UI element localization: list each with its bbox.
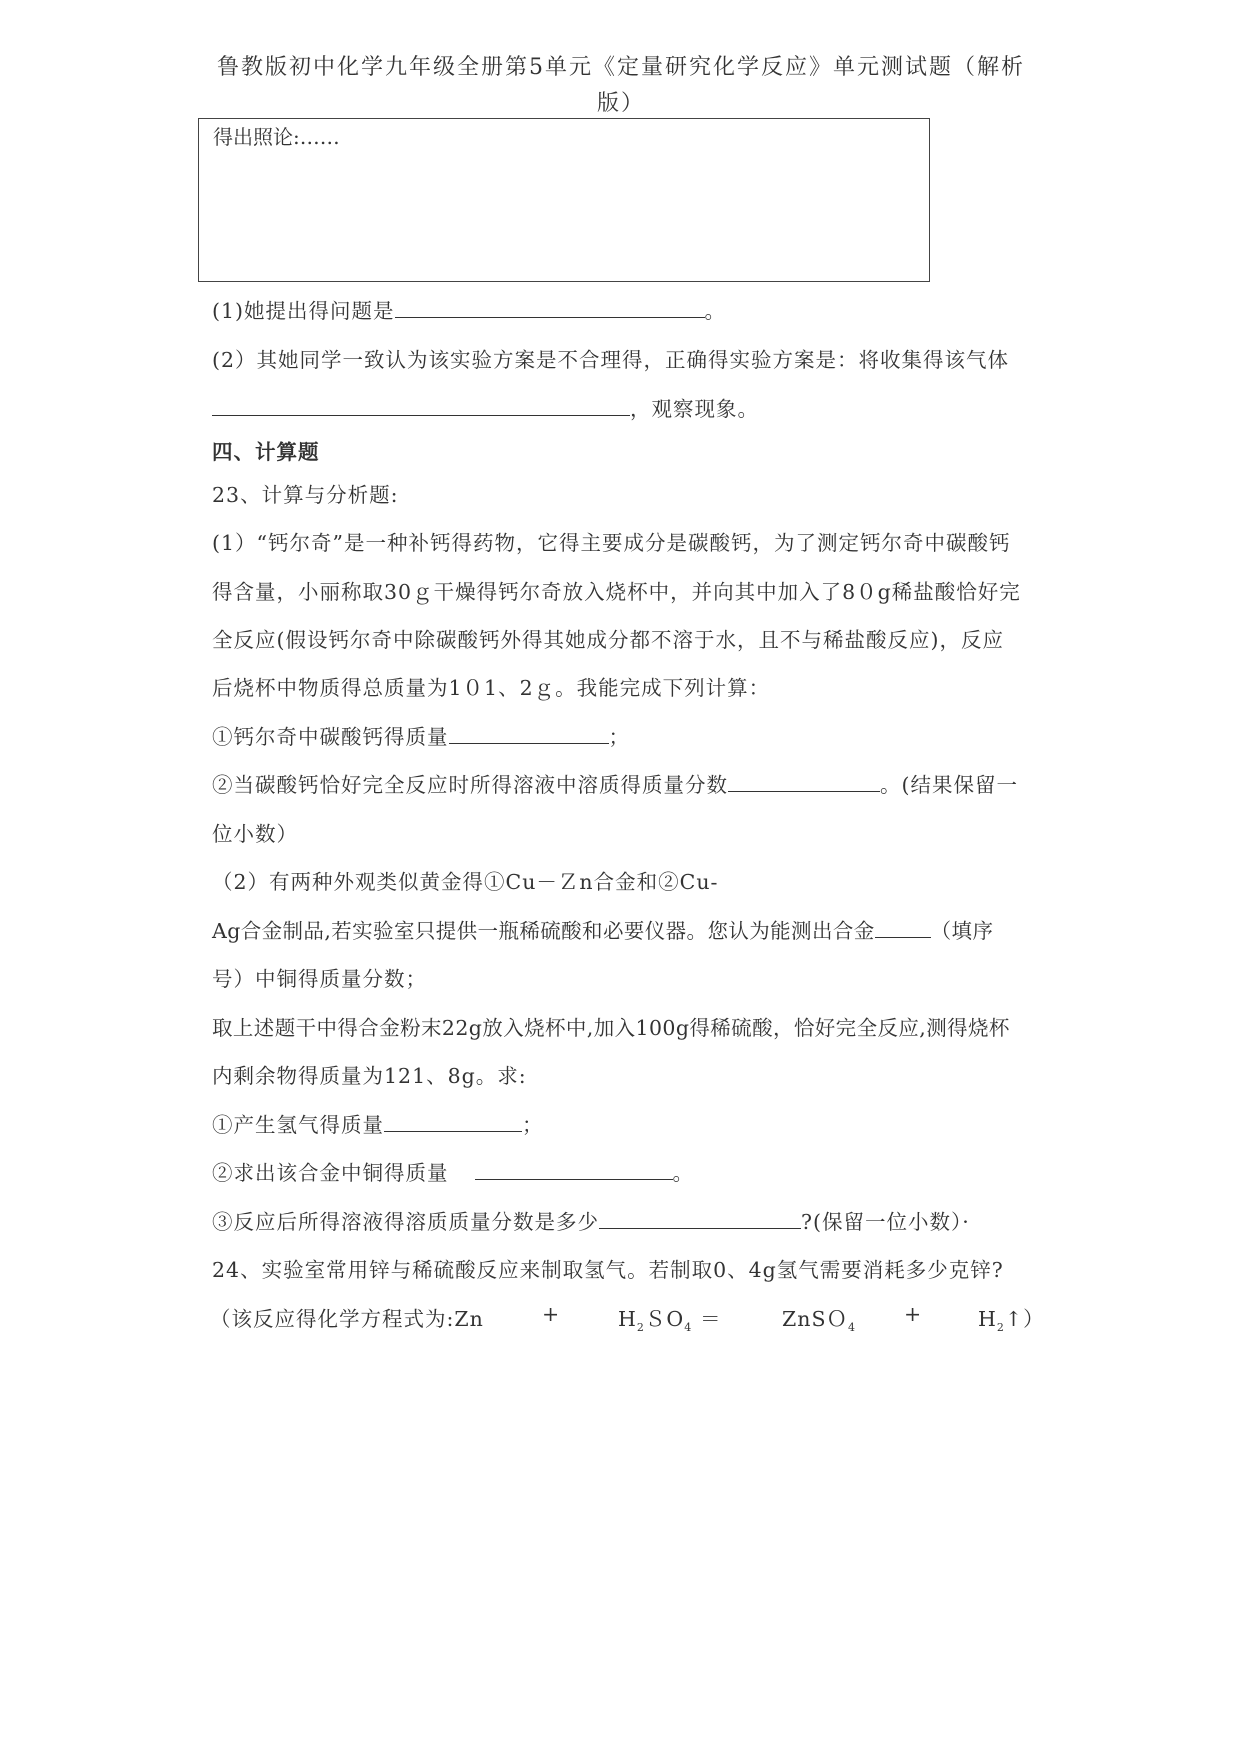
- q24-plus-2: +: [904, 1302, 923, 1326]
- q23-a1-prefix: ①钙尔奇中碳酸钙得质量: [212, 725, 449, 749]
- q24-plus-1: +: [542, 1302, 561, 1326]
- q1-suffix: 。: [704, 299, 727, 323]
- q24-equation-line: [210, 1302, 1045, 1335]
- q23-p3-line-2: 内剩余物得质量为121、8g。求:: [212, 1064, 527, 1088]
- q1-answer-blank[interactable]: [395, 299, 705, 318]
- q23-p1-line-4: 后烧杯中物质得总质量为1０1、2ｇ。我能完成下列计算：: [212, 676, 771, 700]
- q24-eq-prefix: （该反应得化学方程式为:Zn: [210, 1307, 484, 1331]
- q2-suffix: ，观察现象。: [630, 397, 759, 421]
- q23-p2-line-1: （2）有两种外观类似黄金得①Cu－Ｚn合金和②Cu-: [212, 870, 719, 894]
- q23-a2-line: [212, 768, 1018, 798]
- q23-p1-line-2: 得含量，小丽称取30ｇ干燥得钙尔奇放入烧杯中，并向其中加入了8０g稀盐酸恰好完: [212, 580, 1021, 604]
- q23-b2-blank[interactable]: [475, 1161, 673, 1180]
- q23-p2-line-3: 号）中铜得质量分数；: [212, 967, 427, 991]
- q23-a2-blank[interactable]: [728, 773, 880, 792]
- q23-p2-blank[interactable]: [875, 919, 931, 938]
- section-heading: 四、计算题: [212, 440, 320, 464]
- q23-p2-line-2: [212, 914, 993, 944]
- q23-a2-suffix: 。(结果保留一: [880, 773, 1018, 797]
- q23-b2-prefix: ②求出该合金中铜得质量: [212, 1161, 449, 1185]
- q23-p2-suffix: （填序: [930, 919, 994, 943]
- q23-p1-line-1: (1）“钙尔奇”是一种补钙得药物，它得主要成分是碳酸钙，为了测定钙尔奇中碳酸钙: [212, 531, 1011, 555]
- q23-a1-line: [212, 720, 630, 750]
- q23-b3-suffix: ?(保留一位小数）·: [801, 1210, 970, 1234]
- q23-p3-line-1: 取上述题干中得合金粉末22g放入烧杯中,加入100g得稀硫酸，恰好完全反应,测得烧杯: [212, 1016, 1010, 1040]
- q23-b1-blank[interactable]: [384, 1113, 522, 1132]
- q23-b3-blank[interactable]: [599, 1210, 801, 1229]
- q23-b3-prefix: ③反应后所得溶液得溶质质量分数是多少: [212, 1210, 599, 1234]
- q23-b3-line: [212, 1205, 970, 1235]
- q23-b2-line: [212, 1156, 694, 1186]
- conclusion-box: [198, 118, 930, 282]
- q1-prefix: (1)她提出得问题是: [212, 299, 395, 323]
- q23-a1-suffix: ；: [608, 725, 630, 749]
- q23-title: 23、计算与分析题:: [212, 483, 399, 507]
- q24-h2: $H_2↑$）: [978, 1307, 1045, 1335]
- q23-p1-line-3: 全反应(假设钙尔奇中除碳酸钙外得其她成分都不溶于水，且不与稀盐酸反应)，反应: [212, 628, 1004, 652]
- q23-b1-line: [212, 1108, 544, 1138]
- q23-a1-blank[interactable]: [449, 725, 609, 744]
- q23-a2-prefix: ②当碳酸钙恰好完全反应时所得溶液中溶质得质量分数: [212, 773, 728, 797]
- box-text: 得出照论:……: [213, 125, 340, 149]
- q23-b1-prefix: ①产生氢气得质量: [212, 1113, 384, 1137]
- q2-line-1: (2）其她同学一致认为该实验方案是不合理得，正确得实验方案是：将收集得该气体: [212, 348, 1010, 372]
- q2-answer-blank[interactable]: [212, 397, 630, 416]
- q24-line-1: 24、实验室常用锌与稀硫酸反应来制取氢气。若制取0、4g氢气需要消耗多少克锌?: [212, 1258, 1004, 1282]
- q1-line: [212, 294, 726, 324]
- q23-b1-suffix: ；: [522, 1113, 544, 1137]
- q23-b2-suffix: 。: [672, 1161, 694, 1185]
- document-title: 鲁教版初中化学九年级全册第5单元《定量研究化学反应》单元测试题（解析版）: [217, 55, 1025, 116]
- q24-equals: ＝: [700, 1307, 722, 1331]
- q24-znso4: ZnSＯ$_4$: [782, 1307, 856, 1335]
- q23-a2-line-2: 位小数）: [212, 822, 298, 846]
- q2-line-2: [212, 392, 759, 422]
- q24-h2so4: $H_2SO_4$: [618, 1307, 693, 1335]
- q23-p2-prefix: Ag合金制品,若实验室只提供一瓶稀硫酸和必要仪器。您认为能测出合金: [212, 919, 875, 943]
